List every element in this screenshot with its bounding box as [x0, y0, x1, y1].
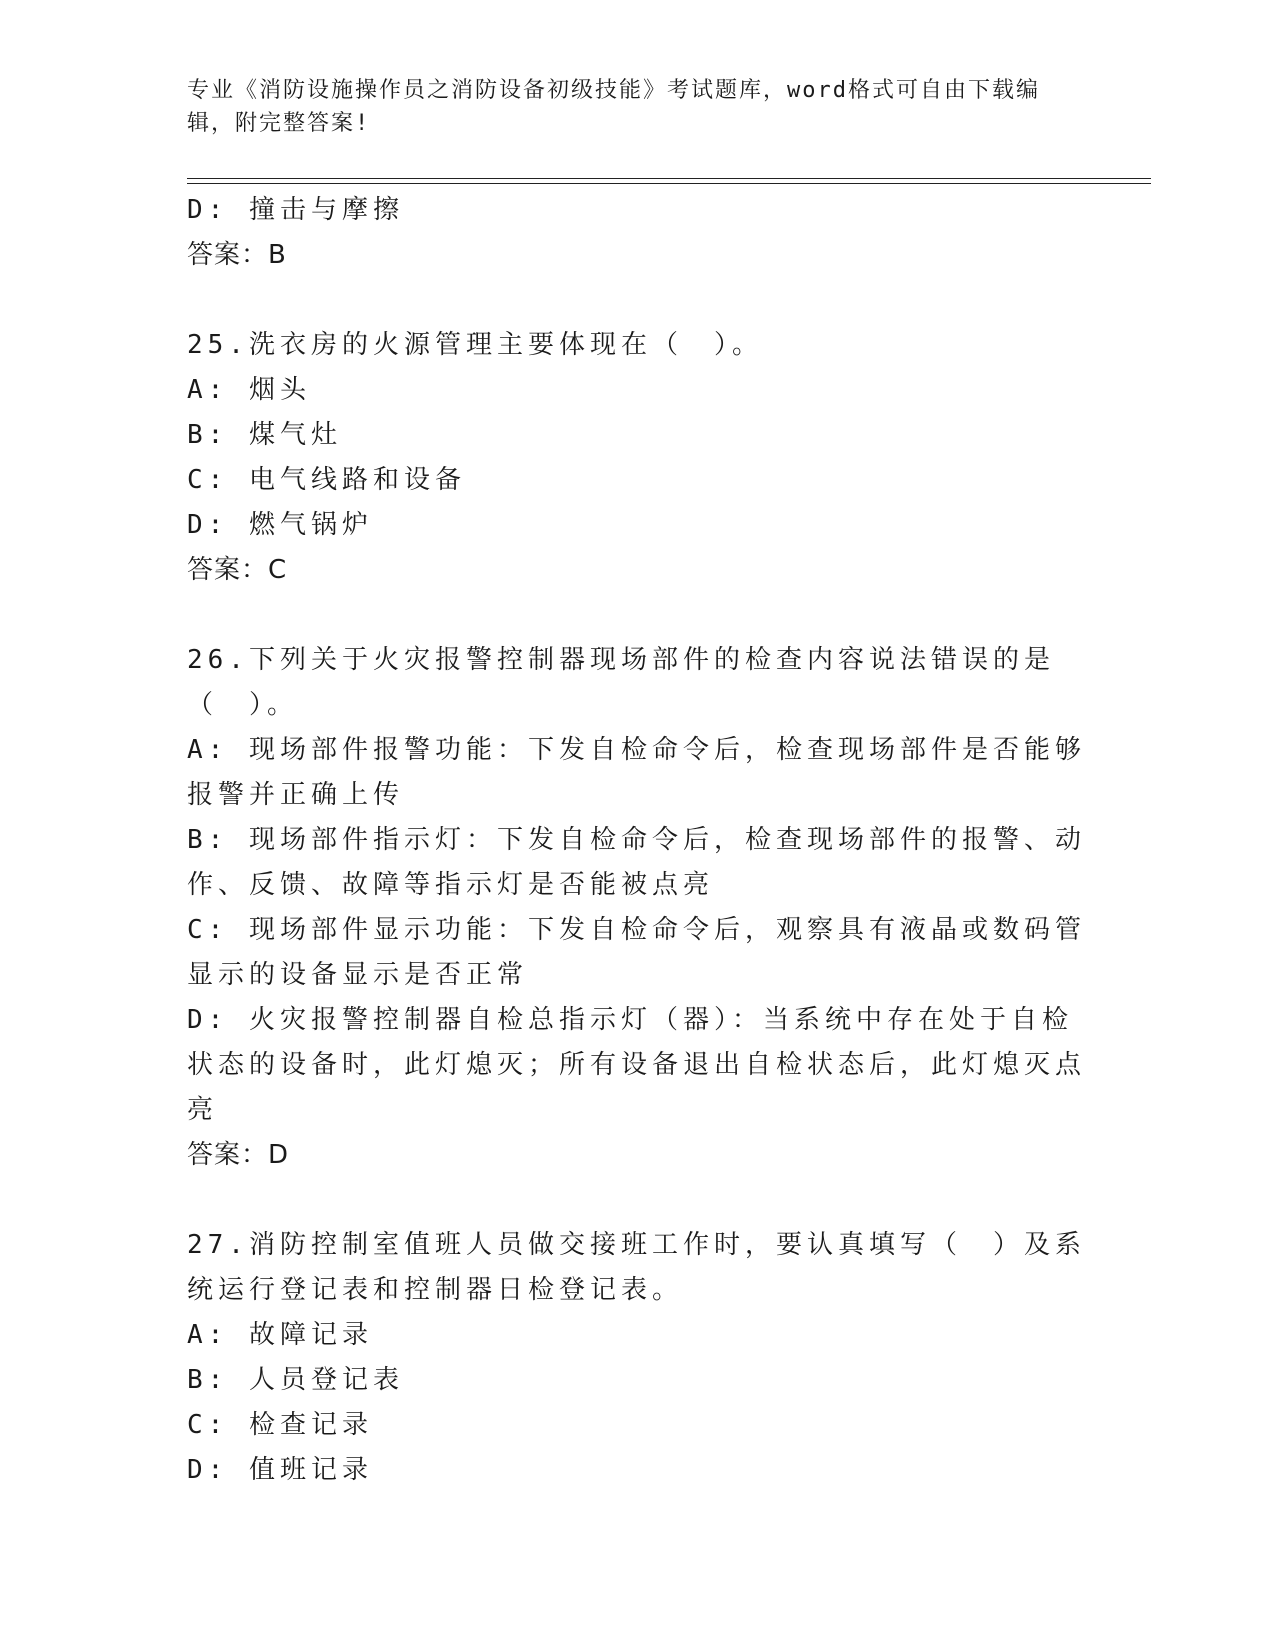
question-stem: 27.消防控制室值班人员做交接班工作时，要认真填写（ ）及系统运行登记表和控制器日检登记表。: [187, 1230, 1086, 1305]
option-d: D: 火灾报警控制器自检总指示灯（器）：当系统中存在处于自检状态的设备时，此灯熄灭；所有设备退出自检状态后，此灯熄灭点亮: [187, 1005, 1087, 1125]
answer-value: C: [268, 555, 288, 585]
option-c: C: 检查记录: [187, 1410, 373, 1440]
document-body: [187, 188, 1087, 1493]
option-a: A: 烟头: [187, 375, 311, 405]
answer-line: [187, 1133, 1087, 1178]
option-b: B: 煤气灶: [187, 420, 342, 450]
option-d: D: 燃气锅炉: [187, 510, 373, 540]
option-d: D: 撞击与摩擦: [187, 195, 404, 225]
option-c: C: 现场部件显示功能：下发自检命令后，观察具有液晶或数码管显示的设备显示是否正常: [187, 915, 1086, 990]
question-stem: 25.洗衣房的火源管理主要体现在（ ）。: [187, 330, 763, 360]
answer-line: [187, 233, 1087, 278]
option-b: B: 现场部件指示灯：下发自检命令后，检查现场部件的报警、动作、反馈、故障等指示灯是否能被点亮: [187, 825, 1086, 900]
answer-label: 答案：: [187, 555, 269, 585]
header-divider: [187, 178, 1151, 184]
option-c: C: 电气线路和设备: [187, 465, 466, 495]
question-26: [187, 638, 1087, 1178]
answer-label: 答案：: [187, 1140, 269, 1170]
answer-value: B: [268, 240, 287, 270]
page-header: 专业《消防设施操作员之消防设备初级技能》考试题库，word格式可自由下载编辑，附完整答案!: [187, 78, 1040, 136]
answer-line: [187, 548, 1087, 593]
option-a: A: 现场部件报警功能：下发自检命令后，检查现场部件是否能够报警并正确上传: [187, 735, 1086, 810]
answer-value: D: [268, 1140, 290, 1170]
answer-label: 答案：: [187, 240, 269, 270]
question-27: [187, 1223, 1087, 1493]
option-a: A: 故障记录: [187, 1320, 373, 1350]
option-d: D: 值班记录: [187, 1455, 373, 1485]
question-25: [187, 323, 1087, 593]
option-b: B: 人员登记表: [187, 1365, 404, 1395]
question-stem: 26.下列关于火灾报警控制器现场部件的检查内容说法错误的是（ ）。: [187, 645, 1055, 720]
